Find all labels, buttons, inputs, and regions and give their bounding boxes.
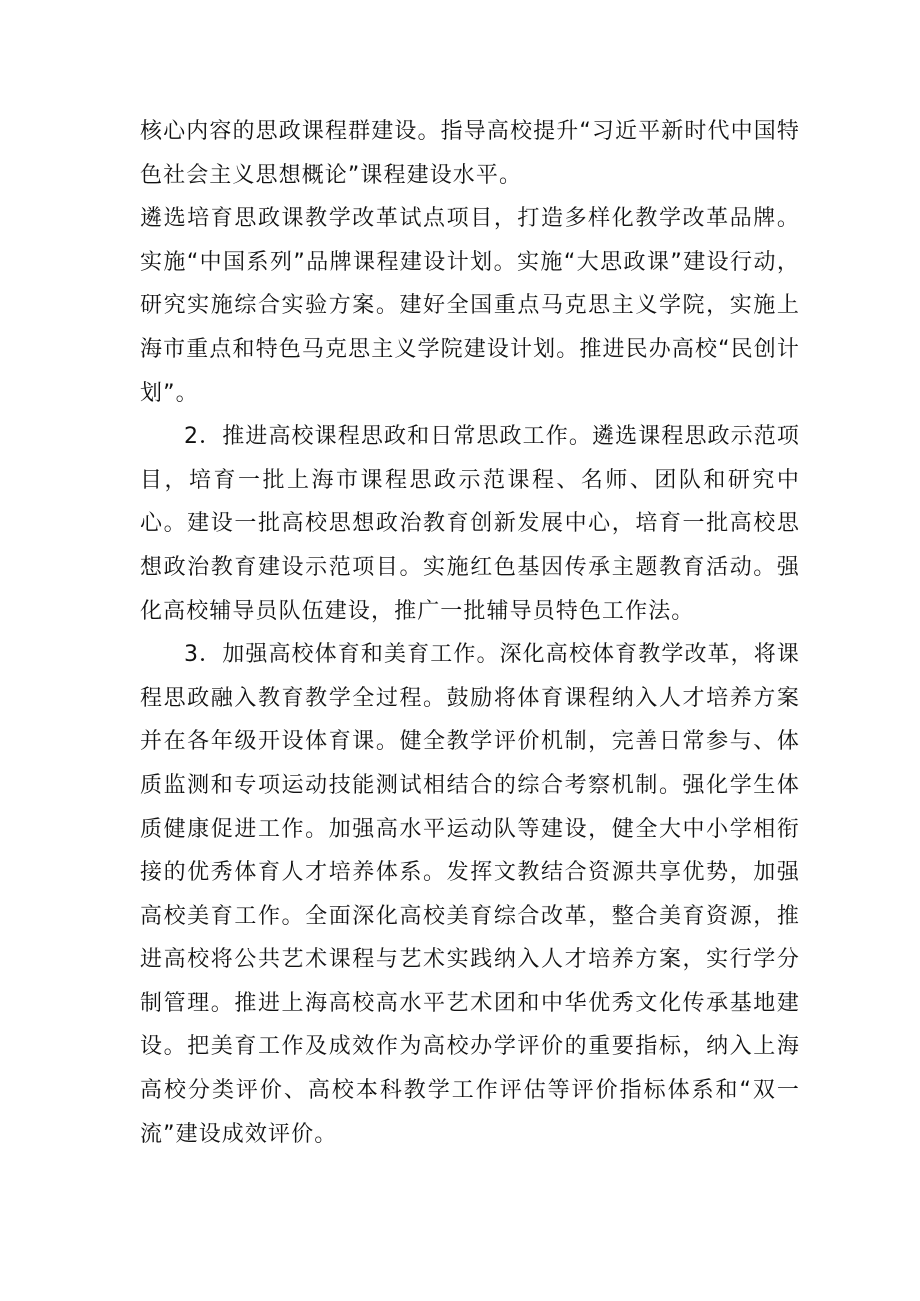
paragraph-course-group: 核心内容的思政课程群建设。指导高校提升“习近平新时代中国特色社会主义思想概论”课程建设水平。	[140, 119, 800, 188]
document-body	[140, 110, 800, 1156]
paragraph-item-3: 3．加强高校体育和美育工作。深化高校体育教学改革，将课程思政融入教育教学全过程。鼓励将体育课程纳入人才培养方案并在各年级开设体育课。健全教学评价机制，完善日常参与、体质监测和专项运动技能测试相结合的综合考察机制。强化学生体质健康促进工作。加强高水平运动队等建设，健全大中小学相衔接的优秀体育人才培养体系。发挥文教结合资源共享优势，加强高校美育工作。全面深化高校美育综合改革，整合美育资源，推进高校将公共艺术课程与艺术实践纳入人才培养方案，实行学分制管理。推进上海高校高水平艺术团和中华优秀文化传承基地建设。把美育工作及成效作为高校办学评价的重要指标，纳入上海高校分类评价、高校本科教学工作评估等评价指标体系和“双一流”建设成效评价。	[140, 642, 800, 1147]
paragraph-item-2: 2．推进高校课程思政和日常思政工作。遴选课程思政示范项目，培育一批上海市课程思政示范课程、名师、团队和研究中心。建设一批高校思想政治教育创新发展中心，培育一批高校思想政治教育建设示范项目。实施红色基因传承主题教育活动。强化高校辅导员队伍建设，推广一批辅导员特色工作法。	[140, 424, 800, 624]
paragraph-teaching-reform: 遴选培育思政课教学改革试点项目，打造多样化教学改革品牌。实施“中国系列”品牌课程建设计划。实施“大思政课”建设行动，研究实施综合实验方案。建好全国重点马克思主义学院，实施上海市重点和特色马克思主义学院建设计划。推进民办高校“民创计划”。	[140, 206, 800, 406]
